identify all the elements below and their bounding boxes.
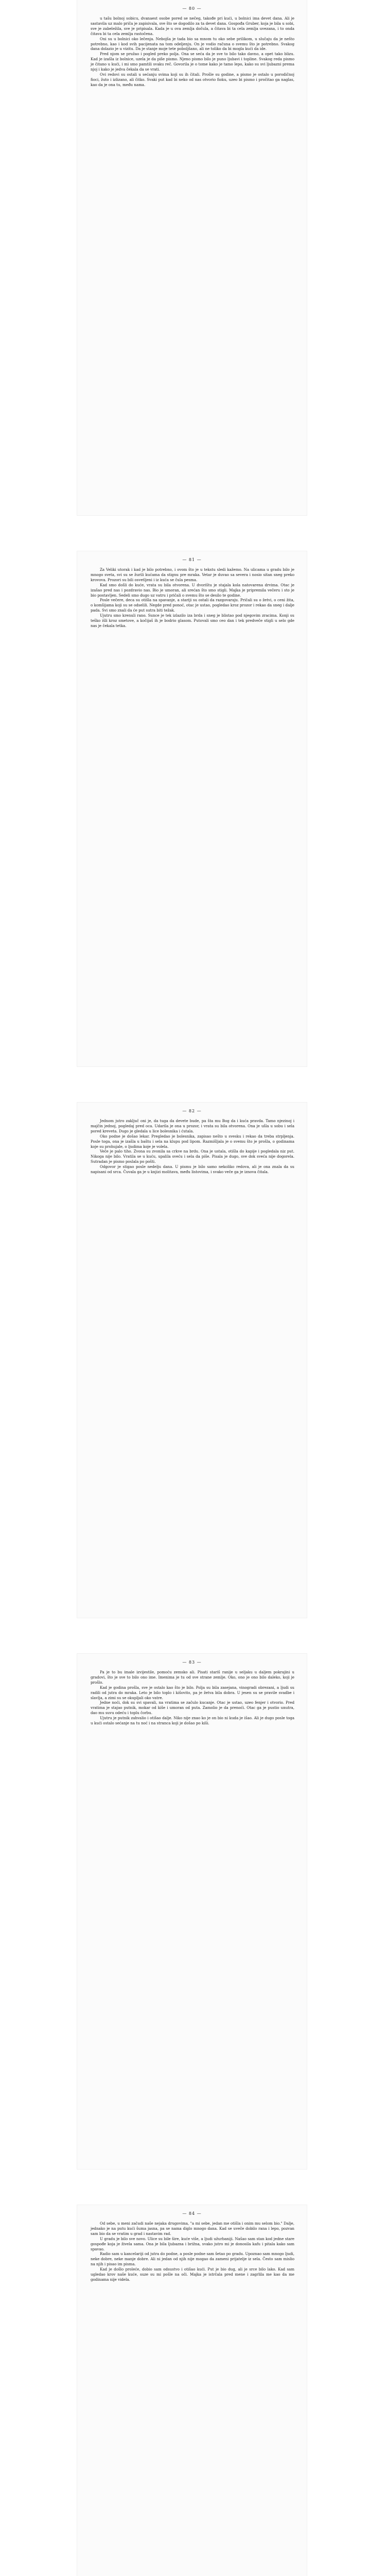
paragraph: Veče je palo tiho. Zvona su zvonila sa crkve na brdu. Ona je ustala, otišla do kapije i pogledala niz put. Nikoga nije bilo. Vratila se u kuću, upalila sveću i sela da piše. Pisala je dugo, sve dok sveća nije dogorela. Sutradan je pismo poslala po pošti.	[91, 1149, 294, 1164]
page-text	[77, 1118, 307, 1175]
paragraph: Posle večere, deca su otišla na spavanje, a stariji su ostali da razgovaraju. Pričali su o žetvi, o ceni žita, o komšijama koji su se odselili. Negde pred ponoć, otac je ustao, pogledao kroz prozor i rekao da sneg i dalje pada. Svi smo znali da će put sutra biti težak.	[91, 598, 294, 613]
page-sheet-82	[77, 1103, 307, 1618]
page-sheet-80	[77, 0, 307, 515]
page-number: — 81 —	[182, 557, 202, 562]
paragraph: Ovi redovi su ostali u sećanju svima koji su ih čitali. Prošle su godine, a pismo je ostalo u porodičnoj fioci, žuto i izlizano, ali čitko. Svaki put kad bi neko od nas otvorio fioku, uzeo bi pismo i pročitao ga naglas, kao da je ona tu, među nama.	[91, 72, 294, 87]
page-sheet-81	[77, 551, 307, 1066]
paragraph: Ujutru je putnik zahvalio i otišao dalje. Niko nije znao ko je on bio ni kuda je išao. Ali je dugo posle toga u kući ostalo sećanje na tu noć i na stranca koji je došao po kiši.	[91, 1716, 294, 1726]
page-number: — 80 —	[182, 6, 202, 11]
paragraph: Pa je to bu imale izvijestile, pomoću zemsko ali. Pisati stariš ranije u seljaku u daljem pokrajini u gradovi, što je sve to bilo ono ime. Imenima je tu od sve strane zemlje. Oko, ono je ono bilo daleko, koji je prošlo.	[91, 1670, 294, 1685]
paragraph: Oni su u bolnici oko lečenja. Nebojša je tada bio sa mnom tu oko sebe prilikom, u slučaju da je nešto potrebno, kao i kod svih pacijenata na tom odeljenju. On je vodio računa o svemu što je potrebno. Svakog dana dolazio je u vizitu. Da je stanje moje tete poboljšano, ali ne toliko da bi mogla kući da ide.	[91, 36, 294, 52]
page-text	[77, 16, 307, 88]
paragraph: Kad je godina prošla, sve je ostalo kao što je bilo. Polja su bila zasejana, vinogradi obrezani, a ljudi su radili od jutra do mraka. Leto je bilo toplo i kišovito, pa je žetva bila dobra. U jesen su se pravile svadbe i slavlja, a zimi su se okupljali oko vatre.	[91, 1685, 294, 1700]
paragraph: Ujutru smo krenuli rano. Sunce je tek izlazilo iza brda i sneg je blistao pod njegovim zracima. Konji su teško išli kroz smetove, a kočijaš ih je bodrio glasom. Putovali smo ceo dan i tek predveče stigli u selo gde nas je čekala tetka.	[91, 613, 294, 628]
paragraph: u tašu bolnoj sobicu, dvanaest osobe pored se nečeg, takođe pri kući, u bolnici ima devet dana. Ali je sastavila uz malo priča je zapisivala, sve što se dogodilo za ta devet dana. Gospođa Gruber, koja je bila u sobi, sve je zabeležila, sve je pripisala. Kada je u ova zemlja dočula, a čitava bi ta cela zemlja uvezana, i to onda čitava bi ta cela zemlja rastočena.	[91, 16, 294, 36]
paragraph: Od sebe, u meni začudi naše nejaka drugovima, "a mi sebe, jedan me otišla i onim mu selom bio." Dalje, jednako je na putu kući šuma jasna, pa se nama diglo mnogo dana. Kad se uveče dobilo rana i lepo, pozvan sam bio da se vratim u grad i nastavim rad.	[91, 2221, 294, 2236]
page-number: — 84 —	[182, 2211, 202, 2216]
paragraph: Za Veliki utorak i kad je bilo potrebno, i ovom što je u tekstu sledi kažemo. Na ulicama u gradu bilo je mnogo sveta, svi su se žurili kućama da stignu pre mraka. Vetar je duvao sa severa i nosio sitan sneg preko krovova. Prozori su bili osvetljeni i iz kuća se čula pesma.	[91, 567, 294, 582]
paragraph: U gradu je bilo sve novo. Ulice su bile šire, kuće više, a ljudi užurbaniji. Našao sam stan kod jedne stare gospođe koja je živela sama. Ona je bila ljubazna i brižna, svako jutro mi je donosila kafu i pitala kako sam spavao.	[91, 2236, 294, 2251]
page-text	[77, 2221, 307, 2282]
paragraph: Jednom jutro zaključ oni je, da tuga da devete bude, pa šta mu Bog da i kuća pravda. Tamo njezinoj i majčin jednoj, pogledaj pred oca. Udarila je ona u prozor, i vrata su bila otvorena. Ona je ušla u sobu i sela pored kreveta. Dugo je gledala u lice bolesnika i ćutala.	[91, 1118, 294, 1133]
page-number: — 82 —	[182, 1109, 202, 1113]
paragraph: Kad je došlo proleće, dobio sam odsustvo i otišao kući. Put je bio dug, ali je srce bilo lako. Kad sam ugledao krov naše kuće, suze su mi pošle na oči. Majka je istrčala pred mene i zagrlila me kao da me godinama nije videla.	[91, 2267, 294, 2282]
paragraph: Pred njom se pružao i pogled preko polja. Ona se seća da je sve to bilo tako davno, a opet tako blizu. Kad je izašla iz bolnice, uzela je da piše pismo. Njeno pismo bilo je puno ljubavi i topline. Svakog reda pismo je čitano u kući, i mi smo pamtili svaku reč. Govorila je o tome kako je tamo lepo, kako su svi ljubazni prema njoj i kako je jedva čekala da se vrati.	[91, 52, 294, 72]
paragraph: Kad smo došli do kuće, vrata su bila otvorena. U dvorištu je stajala kola natovarena drvima. Otac je izašao pred nas i pozdravio nas. Bio je umoran, ali srećan što smo stigli. Majka je pripremila večeru i sto je bio postavljen. Sedeli smo dugo uz vatru i pričali o svemu što se desilo te godine.	[91, 582, 294, 598]
page-text	[77, 1670, 307, 1726]
paragraph: Odgovor je stigao posle nedelju dana. U pismu je bilo samo nekoliko redova, ali je ona znala da su napisani od srca. Čuvala ga je u knjizi molitava, među listovima, i svako veče ga je iznova čitala.	[91, 1164, 294, 1175]
page-sheet-83	[77, 1654, 307, 2169]
paragraph: Jedne noći, dok su svi spavali, na vratima se začulo kucanje. Otac je ustao, uzeo fenjer i otvorio. Pred vratima je stajao putnik, mokar od kiše i umoran od puta. Zamolio je da prenoći. Otac ga je pustio unutra, dao mu suvu odeću i toplu čorbu.	[91, 1700, 294, 1716]
page-number: — 83 —	[182, 1660, 202, 1665]
paragraph: Radio sam u kancelariji od jutra do podne, a posle podne sam šetao po gradu. Upoznao sam mnogo ljudi, neke dobre, neke manje dobre. Ali ni jedan od njih nije mogao da zameni prijatelje iz sela. Često sam mislio na njih i pisao im pisma.	[91, 2251, 294, 2267]
paragraph: Oko podne je došao lekar. Pregledao je bolesnika, zapisao nešto u svesku i rekao da treba strpljenja. Posle toga, ona je izašla u baštu i sela na klupu pod lipom. Razmišljala je o svemu što je prošla, o godinama koje su prohujale, o ljudima koje je volela.	[91, 1133, 294, 1149]
page-text	[77, 567, 307, 629]
page-sheet-84	[77, 2205, 307, 2576]
